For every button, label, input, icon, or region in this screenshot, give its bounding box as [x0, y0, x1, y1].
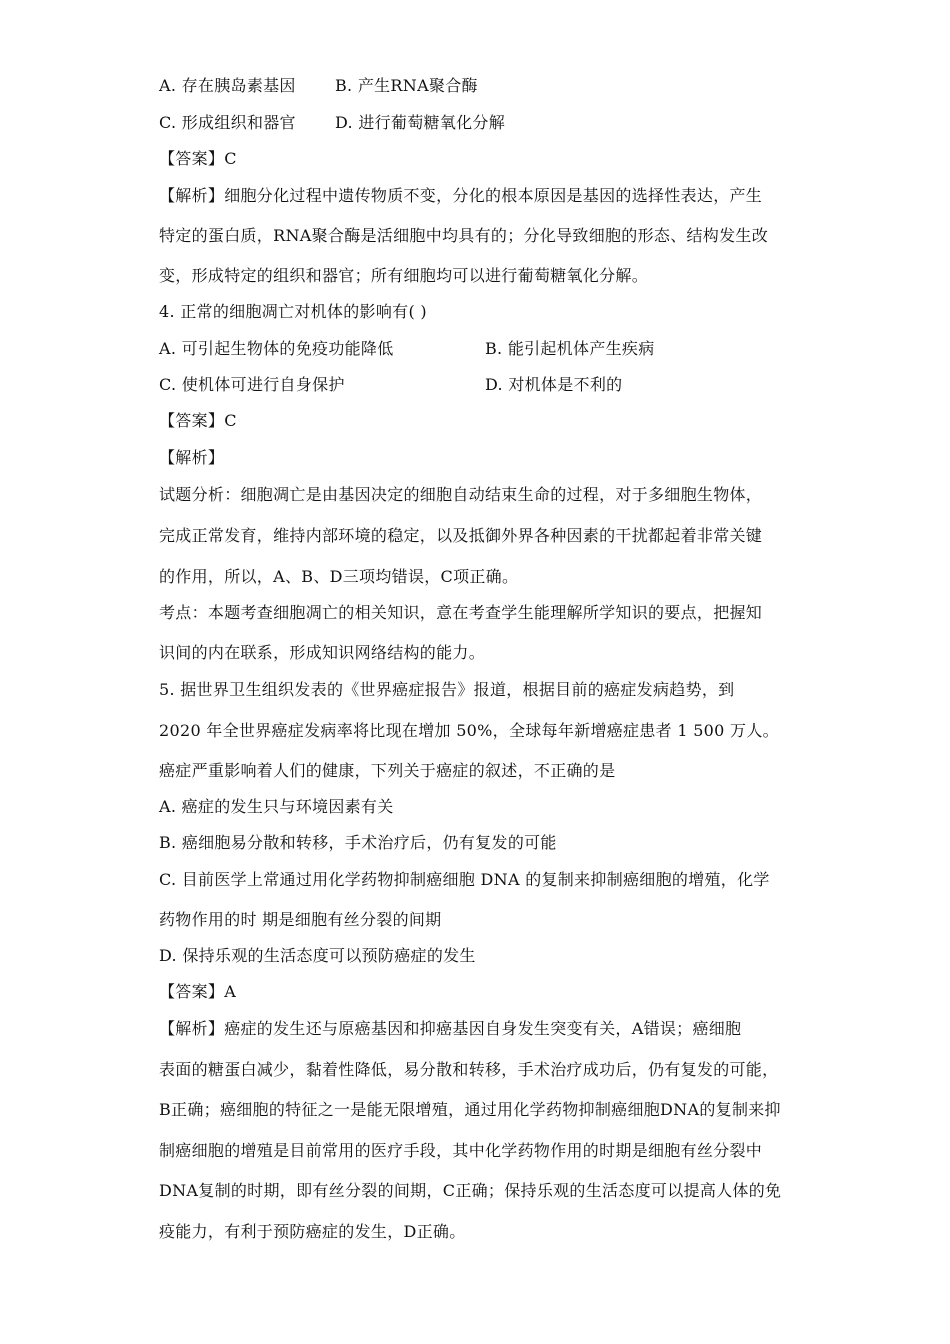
q5-analysis-line: 疫能力，有利于预防癌症的发生，D正确。 — [159, 1222, 466, 1241]
q4-answer: 【答案】C — [159, 411, 237, 430]
q3-analysis-line: 【解析】细胞分化过程中遗传物质不变，分化的根本原因是基因的选择性表达，产生 — [159, 186, 763, 205]
q4-analysis-line: 完成正常发育，维持内部环境的稳定，以及抵御外界各种因素的干扰都起着非常关键 — [159, 526, 763, 545]
q5-analysis-line: B正确；癌细胞的特征之一是能无限增殖，通过用化学药物抑制癌细胞DNA的复制来抑 — [159, 1100, 781, 1119]
q3-analysis-line: 变，形成特定的组织和器官；所有细胞均可以进行葡萄糖氧化分解。 — [159, 266, 649, 285]
q4-analysis-line: 考点：本题考查细胞凋亡的相关知识，意在考查学生能理解所学知识的要点，把握知 — [159, 603, 763, 622]
q3-options-row-1 — [159, 76, 478, 96]
q4-analysis-line: 试题分析：细胞凋亡是由基因决定的细胞自动结束生命的过程，对于多细胞生物体， — [159, 485, 763, 504]
q5-option-b: B. 癌细胞易分散和转移，手术治疗后，仍有复发的可能 — [159, 833, 557, 852]
q5-analysis-line: 表面的糖蛋白减少，黏着性降低，易分散和转移，手术治疗成功后，仍有复发的可能， — [159, 1060, 779, 1079]
q4-option-b: B. 能引起机体产生疾病 — [485, 339, 655, 358]
q3-options-row-2 — [159, 113, 506, 133]
q3-option-a: A. 存在胰岛素基因 — [159, 76, 296, 95]
q3-option-d: D. 进行葡萄糖氧化分解 — [335, 113, 506, 132]
q5-analysis-line: DNA复制的时期，即有丝分裂的间期，C正确；保持乐观的生活态度可以提高人体的免 — [159, 1181, 782, 1200]
q5-option-c-cont: 药物作用的时 期是细胞有丝分裂的间期 — [159, 910, 442, 929]
q4-options-row-1 — [159, 339, 655, 359]
q4-analysis-title: 【解析】 — [159, 448, 225, 467]
q3-answer: 【答案】C — [159, 149, 237, 168]
q3-analysis-line: 特定的蛋白质，RNA聚合酶是活细胞中均具有的；分化导致细胞的形态、结构发生改 — [159, 226, 769, 245]
q5-stem-line: 2020 年全世界癌症发病率将比现在增加 50%，全球每年新增癌症患者 1 500 万人。 — [159, 721, 779, 740]
q4-analysis-line: 的作用，所以，A、B、D三项均错误，C项正确。 — [159, 567, 519, 586]
q5-option-c: C. 目前医学上常通过用化学药物抑制癌细胞 DNA 的复制来抑制癌细胞的增殖，化学 — [159, 870, 770, 889]
q4-option-d: D. 对机体是不利的 — [485, 375, 623, 394]
q5-option-d: D. 保持乐观的生活态度可以预防癌症的发生 — [159, 946, 476, 965]
q5-stem-line: 癌症严重影响着人们的健康，下列关于癌症的叙述，不正确的是 — [159, 761, 616, 780]
q3-option-b: B. 产生RNA聚合酶 — [335, 76, 478, 95]
q4-stem: 4. 正常的细胞凋亡对机体的影响有( ) — [159, 302, 427, 321]
q5-option-a: A. 癌症的发生只与环境因素有关 — [159, 797, 394, 816]
q4-option-a: A. 可引起生物体的免疫功能降低 — [159, 339, 394, 358]
q5-analysis-line: 【解析】癌症的发生还与原癌基因和抑癌基因自身发生突变有关，A错误；癌细胞 — [159, 1019, 742, 1038]
q3-option-c: C. 形成组织和器官 — [159, 113, 296, 132]
q5-answer: 【答案】A — [159, 982, 237, 1001]
q5-stem-line: 5. 据世界卫生组织发表的《世界癌症报告》报道，根据目前的癌症发病趋势，到 — [159, 680, 735, 699]
q5-analysis-line: 制癌细胞的增殖是目前常用的医疗手段，其中化学药物作用的时期是细胞有丝分裂中 — [159, 1141, 763, 1160]
q4-analysis-line: 识间的内在联系，形成知识网络结构的能力。 — [159, 643, 486, 662]
q4-option-c: C. 使机体可进行自身保护 — [159, 375, 345, 394]
q4-options-row-2 — [159, 375, 623, 395]
